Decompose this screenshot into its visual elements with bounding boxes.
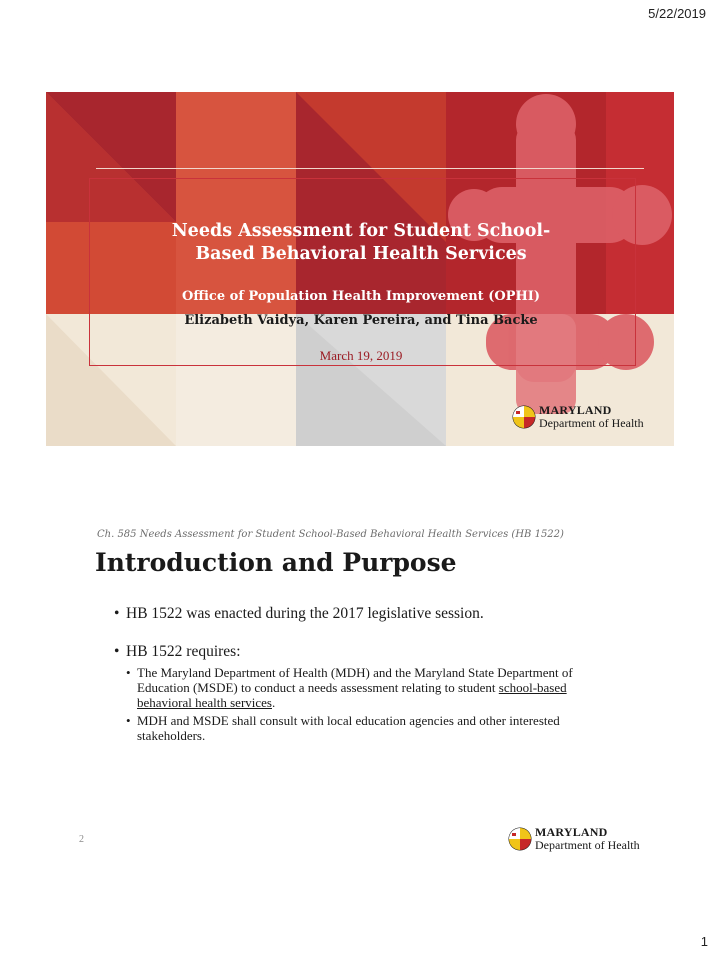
page-date: 5/22/2019 [648, 6, 706, 21]
authors: Elizabeth Vaidya, Karen Pereira, and Tina Backe [184, 313, 538, 328]
presentation-title: Needs Assessment for Student School- Based Behavioral Health Services [171, 221, 551, 264]
sub-bullet-item: • MDH and MSDE shall consult with local education agencies and other interested stakeholders. [126, 713, 607, 743]
slide-heading: Introduction and Purpose [95, 548, 457, 577]
page-number: 1 [700, 934, 708, 949]
logo-title: MARYLAND [535, 825, 608, 839]
logo-subtitle: Department of Health [539, 416, 644, 430]
logo-subtitle: Department of Health [535, 838, 640, 852]
maryland-flag-icon [512, 405, 536, 429]
content-slide [46, 518, 674, 872]
organization: Office of Population Health Improvement (OPHI) [182, 289, 540, 304]
sub-bullet-list [126, 665, 654, 743]
bullet-list [114, 604, 654, 761]
sub-bullet-item: • The Maryland Department of Health (MDH) and the Maryland State Department of Education (MSDE) to conduct a needs assessment relating to student school-based behavioral health services. [126, 665, 607, 710]
maryland-flag-icon [508, 827, 532, 851]
bullet-item: • HB 1522 requires: • The Maryland Department of Health (MDH) and the Maryland State Department of Education (MSDE) to conduct a needs assessment relating to student school-based behavioral health services. • MDH and MSDE shall consult with local education agencies and other interested stakeholders. [114, 642, 654, 743]
underlined-term: school-based behavioral health services [137, 680, 567, 710]
title-slide [46, 92, 674, 446]
bullet-item: • HB 1522 was enacted during the 2017 legislative session. [114, 604, 654, 624]
title-frame [89, 178, 636, 366]
top-rule [96, 168, 644, 169]
presentation-date: March 19, 2019 [319, 348, 403, 363]
logo-title: MARYLAND [539, 403, 612, 417]
slide-number: 2 [79, 834, 84, 845]
mdh-logo [512, 404, 644, 430]
slide-subtitle: Ch. 585 Needs Assessment for Student School-Based Behavioral Health Services (HB 1522) [97, 529, 564, 540]
mdh-logo [508, 826, 640, 852]
